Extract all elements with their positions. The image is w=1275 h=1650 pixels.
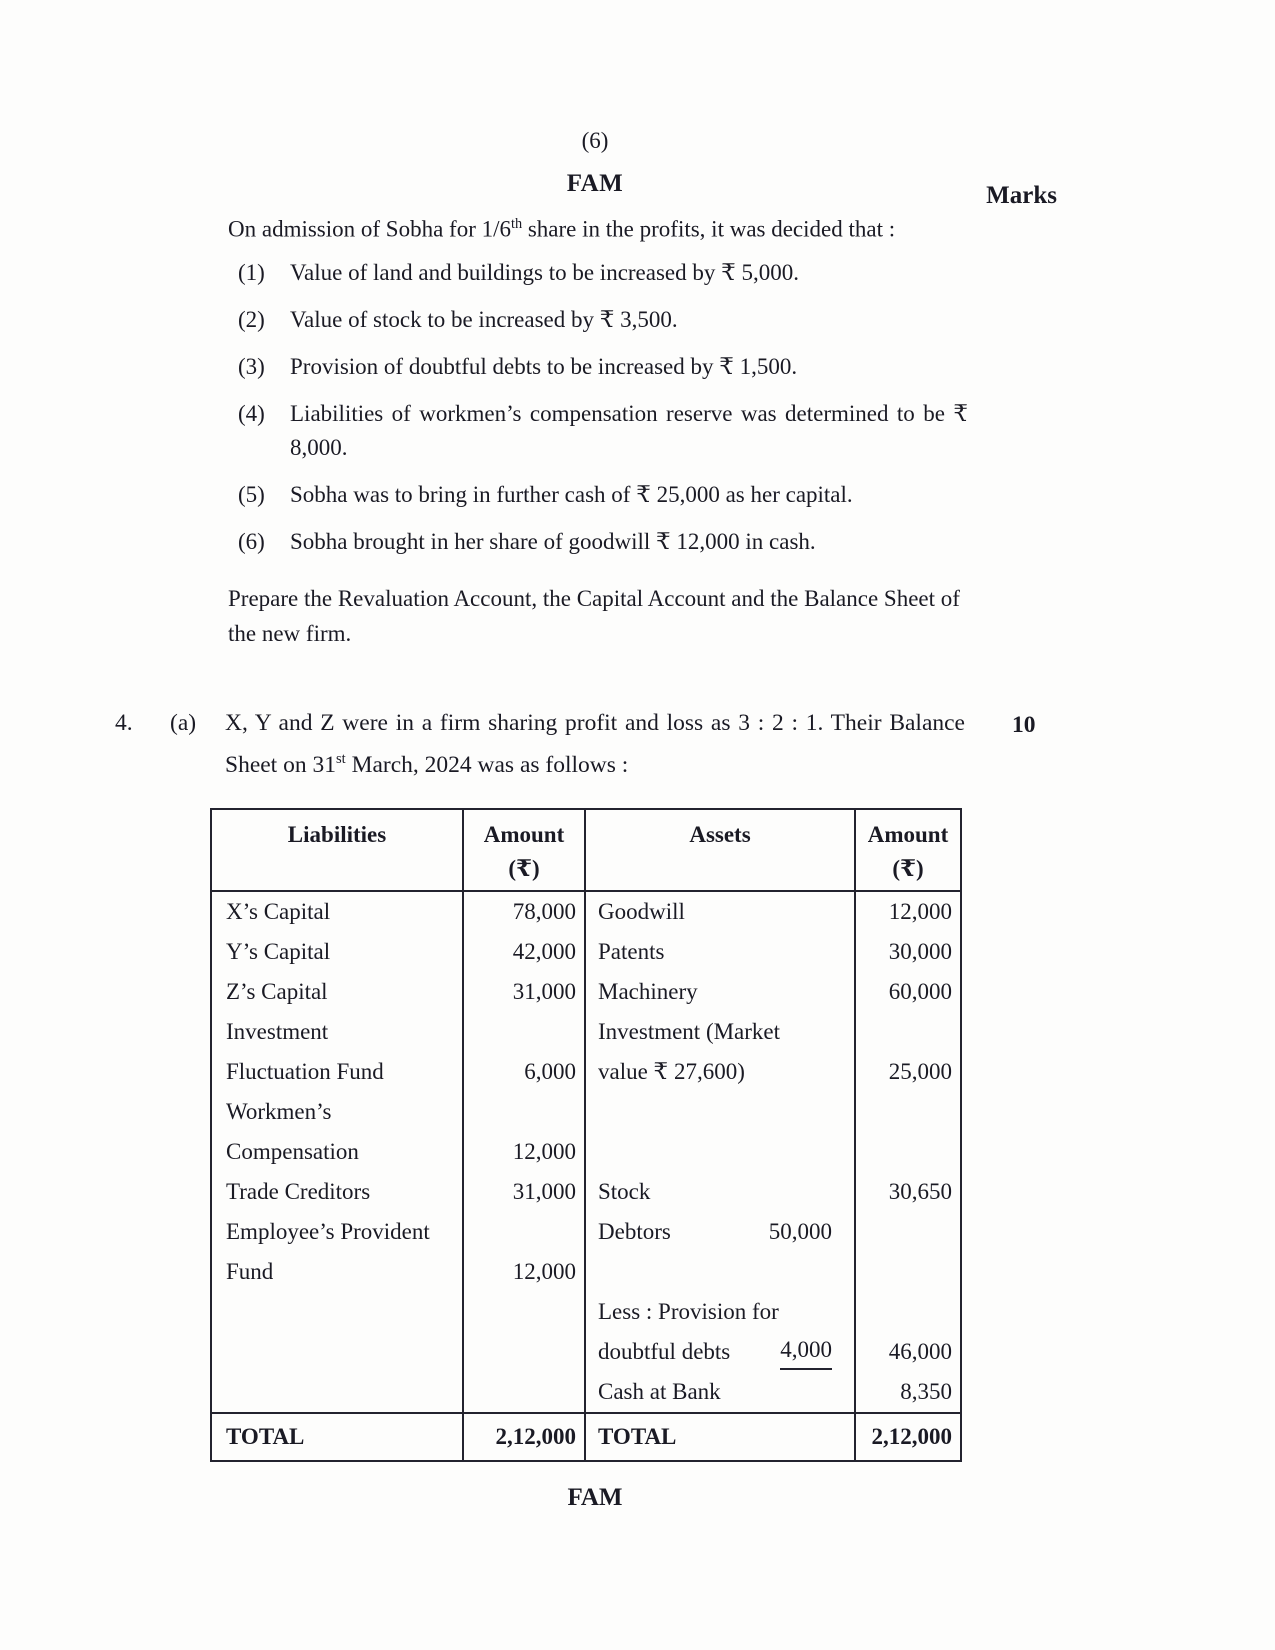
asset-inner-amount: 50,000 <box>768 1219 832 1245</box>
question-text-pre: X, Y and Z were in a firm sharing profit and loss as 3 : 2 : 1. Their Balance Sheet on 31 <box>225 709 965 778</box>
total-label-assets: TOTAL <box>586 1414 856 1460</box>
total-amount-assets: 2,12,000 <box>871 1424 952 1450</box>
condition-text: Sobha brought in her share of goodwill ₹ 12,000 in cash. <box>290 528 816 554</box>
question-4a <box>115 705 1165 783</box>
liabilities-amount-column <box>464 892 586 1412</box>
marks-column-label: Marks <box>986 182 1057 209</box>
intro-paragraph <box>228 216 988 243</box>
header-liabilities-sub <box>212 852 462 890</box>
liability-amount: 78,000 <box>512 899 576 925</box>
header-assets-sub <box>586 852 854 890</box>
liability-label: Investment <box>226 1019 329 1045</box>
asset-amount: 8,350 <box>900 1379 952 1405</box>
asset-label: Investment (Market <box>598 1019 781 1045</box>
asset-amount: 30,000 <box>888 939 952 965</box>
liabilities-name-column <box>212 892 464 1412</box>
asset-label <box>586 1092 854 1132</box>
intro-superscript: th <box>511 216 523 232</box>
asset-amount <box>856 1012 960 1052</box>
liability-label <box>212 1372 462 1412</box>
liability-amount <box>464 1292 584 1332</box>
liability-label: Fund <box>226 1259 274 1285</box>
condition-number: (1) <box>238 259 265 285</box>
asset-amount <box>856 1132 960 1172</box>
header-amount-liabilities <box>464 810 586 890</box>
condition-text: Sobha was to bring in further cash of ₹ 25,000 as her capital. <box>290 481 853 507</box>
condition-item <box>238 350 968 384</box>
header-amount2-title: Amount <box>867 822 949 848</box>
header-amount-assets <box>856 810 960 890</box>
asset-amount: 12,000 <box>888 899 952 925</box>
asset-label: Goodwill <box>598 899 685 925</box>
total-label-liabilities: TOTAL <box>212 1414 464 1460</box>
page-header-row <box>0 170 1275 209</box>
condition-number: (5) <box>238 481 265 507</box>
table-body <box>212 892 960 1412</box>
liability-amount: 31,000 <box>512 979 576 1005</box>
asset-amount: 25,000 <box>888 1059 952 1085</box>
liability-label: Z’s Capital <box>226 979 328 1005</box>
liability-amount <box>464 1332 584 1372</box>
question-part: (a) <box>170 709 197 736</box>
liability-label: Fluctuation Fund <box>226 1059 384 1085</box>
condition-number: (2) <box>238 306 265 332</box>
asset-label <box>586 1132 854 1172</box>
asset-amount <box>856 1252 960 1292</box>
prepare-instruction: Prepare the Revaluation Account, the Capital Account and the Balance Sheet of the new firm. <box>228 585 960 646</box>
condition-item <box>238 256 968 290</box>
liability-amount: 31,000 <box>512 1179 576 1205</box>
liability-label: Trade Creditors <box>226 1179 371 1205</box>
total-amount-liabilities: 2,12,000 <box>464 1414 586 1460</box>
asset-label: Stock <box>598 1179 651 1205</box>
condition-number: (6) <box>238 528 265 554</box>
paper-code-footer: FAM <box>567 1484 623 1512</box>
asset-amount: 46,000 <box>888 1339 952 1365</box>
asset-inner-amount-underlined: 4,000 <box>780 1332 832 1370</box>
condition-text: Value of stock to be increased by ₹ 3,500. <box>290 306 678 332</box>
liability-label: Employee’s Provident <box>226 1219 430 1245</box>
question-number: 4. <box>115 709 133 736</box>
liability-amount <box>464 1012 584 1052</box>
liability-amount <box>464 1372 584 1412</box>
header-liabilities <box>212 810 464 890</box>
condition-text: Provision of doubtful debts to be increased by ₹ 1,500. <box>290 353 798 379</box>
condition-text: Liabilities of workmen’s compensation reserve was determined to be ₹ 8,000. <box>290 400 968 460</box>
liability-label: X’s Capital <box>226 899 331 925</box>
liability-amount: 6,000 <box>524 1059 576 1085</box>
asset-label: doubtful debts 4,000 <box>586 1332 854 1372</box>
liability-amount <box>464 1092 584 1132</box>
table-header-row <box>212 810 960 892</box>
asset-label: Debtors 50,000 <box>586 1212 854 1252</box>
paper-code-header: FAM <box>566 170 624 197</box>
intro-text-post: share in the profits, it was decided that : <box>522 216 896 242</box>
liability-label <box>212 1332 462 1372</box>
asset-amount: 60,000 <box>888 979 952 1005</box>
header-amount1-title: Amount <box>483 822 565 848</box>
liability-label: Workmen’s <box>226 1099 332 1125</box>
assets-name-column <box>586 892 856 1412</box>
asset-label: Machinery <box>598 979 698 1005</box>
header-assets-title: Assets <box>689 822 751 848</box>
intro-text-pre: On admission of Sobha for 1/6 <box>228 216 512 242</box>
condition-item <box>238 525 968 559</box>
conditions-list <box>238 256 968 559</box>
page-number: (6) <box>581 128 609 153</box>
asset-amount: 30,650 <box>888 1179 952 1205</box>
asset-amount <box>856 1292 960 1332</box>
question-text <box>225 705 965 783</box>
liability-amount: 42,000 <box>512 939 576 965</box>
liability-amount: 12,000 <box>512 1139 576 1165</box>
liability-amount: 12,000 <box>512 1259 576 1285</box>
header-amount1-currency: (₹) <box>508 856 540 882</box>
condition-item <box>238 478 968 512</box>
asset-label: Cash at Bank <box>598 1379 721 1405</box>
condition-number: (3) <box>238 353 265 379</box>
asset-label: value ₹ 27,600) <box>598 1059 745 1085</box>
assets-amount-column <box>856 892 960 1412</box>
condition-text: Value of land and buildings to be increased by ₹ 5,000. <box>290 259 800 285</box>
header-amount2-currency: (₹) <box>892 856 924 882</box>
header-assets <box>586 810 856 890</box>
liability-amount <box>464 1212 584 1252</box>
liability-label: Compensation <box>226 1139 359 1165</box>
asset-label: Patents <box>598 939 665 965</box>
question-marks: 10 <box>1012 711 1036 738</box>
liability-label <box>212 1292 462 1332</box>
asset-label <box>586 1252 854 1292</box>
question-superscript: st <box>335 750 346 767</box>
header-liabilities-title: Liabilities <box>287 822 387 848</box>
question-text-post: March, 2024 was as follows : <box>345 751 629 778</box>
condition-item <box>238 303 968 337</box>
condition-item <box>238 397 968 465</box>
balance-sheet-table <box>210 808 962 1462</box>
asset-amount <box>856 1212 960 1252</box>
table-total-row <box>212 1412 960 1460</box>
asset-amount <box>856 1092 960 1132</box>
liability-label: Y’s Capital <box>226 939 331 965</box>
asset-label: Less : Provision for <box>598 1299 779 1325</box>
condition-number: (4) <box>238 400 265 426</box>
